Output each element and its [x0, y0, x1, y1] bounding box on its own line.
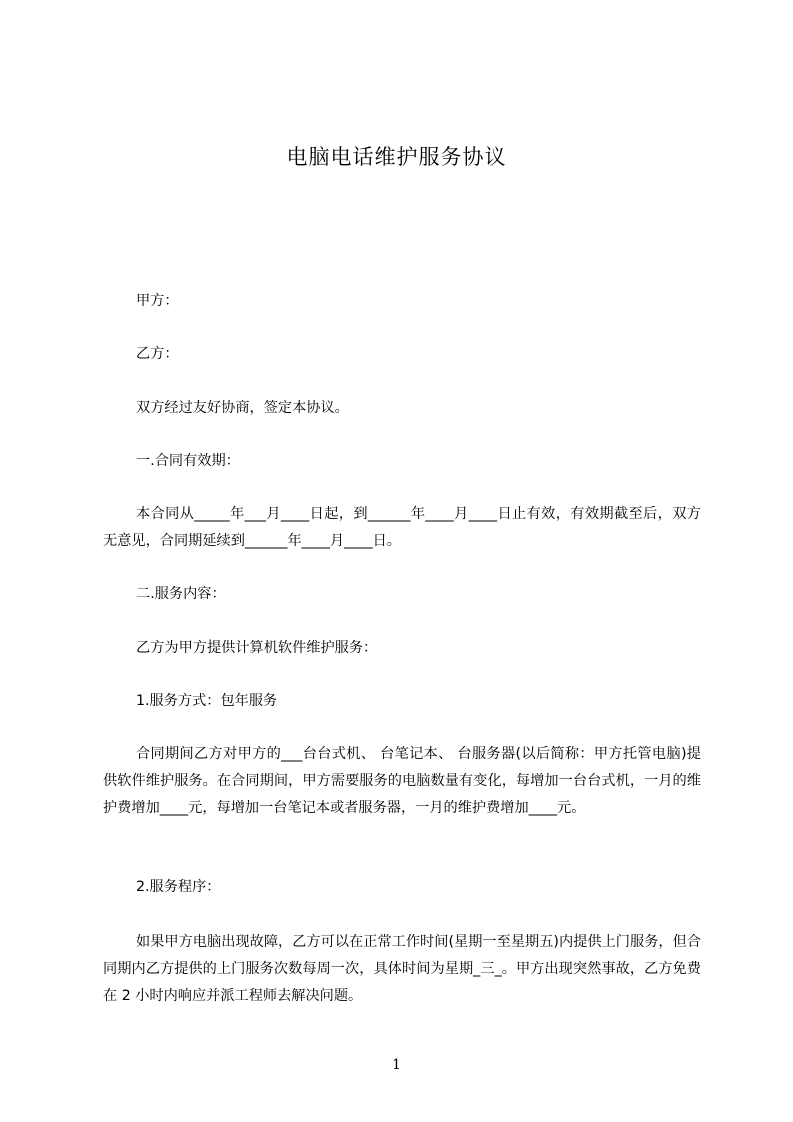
document-title: 电脑电话维护服务协议 [286, 145, 507, 169]
party-b-label: 乙方： [136, 346, 179, 362]
service-method-paragraph: 合同期间乙方对甲方的___台台式机、 台笔记本、 台服务器(以后简称：甲方托管电脑)提供软件维护服务。在合同期间，甲方需要服务的电脑数量有变化，每增加一台台式机，一月的维护费增加____元，每增加一台笔记本或者服务器，一月的维护费增加____元。 [103, 746, 701, 816]
validity-paragraph: 本合同从_____年___月____日起，到______年____月____日止有效，有效期截至后，双方无意见，合同期延续到______年____月____日。 [103, 506, 701, 549]
section-heading-service: 二.服务内容： [136, 586, 226, 602]
section-heading-validity: 一.合同有效期： [136, 453, 240, 469]
service-method-heading: 1.服务方式：包年服务 [136, 693, 278, 709]
party-a-label: 甲方： [136, 293, 179, 309]
page-number: 1 [392, 1057, 401, 1073]
agreement-intro: 双方经过友好协商，签定本协议。 [136, 400, 349, 416]
service-procedure-heading: 2.服务程序： [136, 879, 221, 895]
service-procedure-paragraph: 如果甲方电脑出现故障，乙方可以在正常工作时间(星期一至星期五)内提供上门服务，但合同期内乙方提供的上门服务次数每周一次，具体时间为星期_三_。甲方出现突然事故，乙方免费在 2 小时内响应并派工程师去解决问题。 [103, 934, 701, 1004]
service-intro: 乙方为甲方提供计算机软件维护服务： [136, 640, 378, 656]
